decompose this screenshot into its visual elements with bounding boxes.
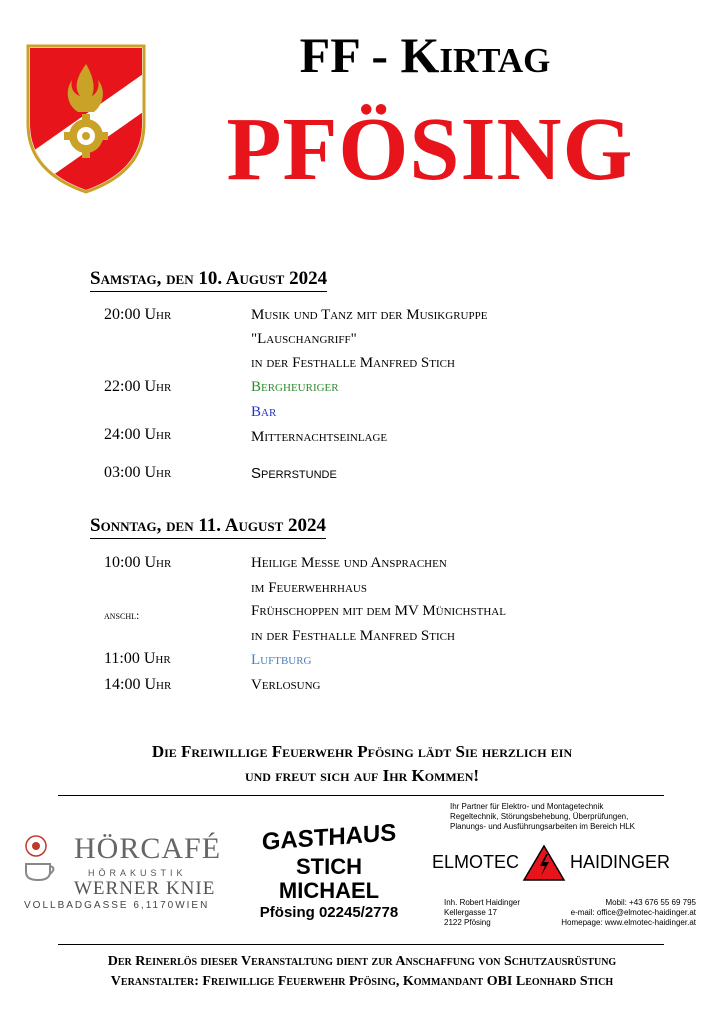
footer <box>30 952 694 992</box>
schedule-time: 22:00 Uhr <box>104 378 172 395</box>
schedule-item: Bar <box>251 404 277 420</box>
sunday-heading: Sonntag, den 11. August 2024 <box>90 515 326 539</box>
horcafe-sub: HÖRAKUSTIK <box>88 868 187 878</box>
schedule-time: 03:00 Uhr <box>104 464 172 481</box>
horcafe-owner: WERNER KNIE <box>74 878 216 899</box>
schedule-item: Luftburg <box>251 652 312 668</box>
elmotec-web: Homepage: www.elmotec-haidinger.at <box>561 918 696 927</box>
elmotec-owner: Inh. Robert Haidinger <box>444 898 521 907</box>
schedule-item: Heilige Messe und Ansprachen <box>251 555 447 571</box>
schedule-item: in der Festhalle Manfred Stich <box>251 628 455 644</box>
schedule-item: in der Festhalle Manfred Stich <box>251 355 455 371</box>
schedule-item: Frühschoppen mit dem MV Münichsthal <box>251 603 506 619</box>
divider <box>58 795 664 796</box>
sponsor-gasthaus <box>236 810 422 926</box>
town-name: PFÖSING <box>226 100 634 199</box>
schedule-item: Sperrstunde <box>251 465 337 482</box>
gasthaus-line: Pfösing 02245/2778 <box>259 904 399 921</box>
divider <box>58 944 664 945</box>
footer-line: Veranstalter: Freiwillige Feuerwehr Pfösing, Kommandant OBI Leonhard Stich <box>110 974 614 989</box>
elmotec-tagline: Regeltechnik, Störungsbehebung, Überprüfungen, <box>450 812 629 821</box>
schedule-item: Musik und Tanz mit der Musikgruppe <box>251 307 488 323</box>
elmotec-tagline: Ihr Partner für Elektro- und Montagetechnik <box>450 802 604 811</box>
schedule-time: 24:00 Uhr <box>104 426 172 443</box>
schedule-time: 14:00 Uhr <box>104 676 172 693</box>
schedule-time: 20:00 Uhr <box>104 306 172 323</box>
elmotec-tagline: Planungs- und Ausführungsarbeiten im Bereich HLK <box>450 822 635 831</box>
lightning-warning-icon <box>522 844 566 882</box>
horcafe-name: HÖRCAFÉ <box>74 832 222 865</box>
sponsor-elmotec <box>430 800 706 927</box>
event-title: FF - Kirtag <box>299 27 551 83</box>
schedule-time: 11:00 Uhr <box>104 650 171 667</box>
gasthaus-line: MICHAEL <box>278 878 380 903</box>
coffee-cup-icon <box>24 834 58 884</box>
schedule-item: "Lauschangriff" <box>251 331 357 347</box>
gasthaus-line: GASTHAUS <box>261 819 397 856</box>
sponsor-horcafe <box>24 832 224 922</box>
elmotec-mobile: Mobil: +43 676 55 69 795 <box>605 898 696 907</box>
elmotec-city: 2122 Pfösing <box>444 918 491 927</box>
schedule-item: im Feuerwehrhaus <box>251 580 367 596</box>
schedule-time: 10:00 Uhr <box>104 554 172 571</box>
schedule-item: Verlosung <box>251 677 321 693</box>
saturday-heading: Samstag, den 10. August 2024 <box>90 268 327 292</box>
invitation-line: Die Freiwillige Feuerwehr Pfösing lädt Sie herzlich ein <box>151 742 573 761</box>
elmotec-street: Kellergasse 17 <box>444 908 497 917</box>
footer-line: Der Reinerlös dieser Veranstaltung dient zur Anschaffung von Schutzausrüstung <box>107 954 617 969</box>
horcafe-address: VOLLBADGASSE 6,1170WIEN <box>24 900 210 911</box>
invitation-text <box>30 740 694 788</box>
invitation-line: und freut sich auf Ihr Kommen! <box>244 766 480 785</box>
schedule-item: Bergheuriger <box>251 379 339 395</box>
elmotec-left: ELMOTEC <box>432 852 520 872</box>
elmotec-email: e-mail: office@elmotec-haidinger.at <box>570 908 696 917</box>
schedule-item: Mitternachtseinlage <box>251 429 388 445</box>
schedule-time: anschl: <box>104 608 140 622</box>
gasthaus-line: STICH <box>296 854 362 879</box>
elmotec-right: HAIDINGER <box>570 852 671 872</box>
fire-brigade-crest-logo <box>26 44 146 194</box>
